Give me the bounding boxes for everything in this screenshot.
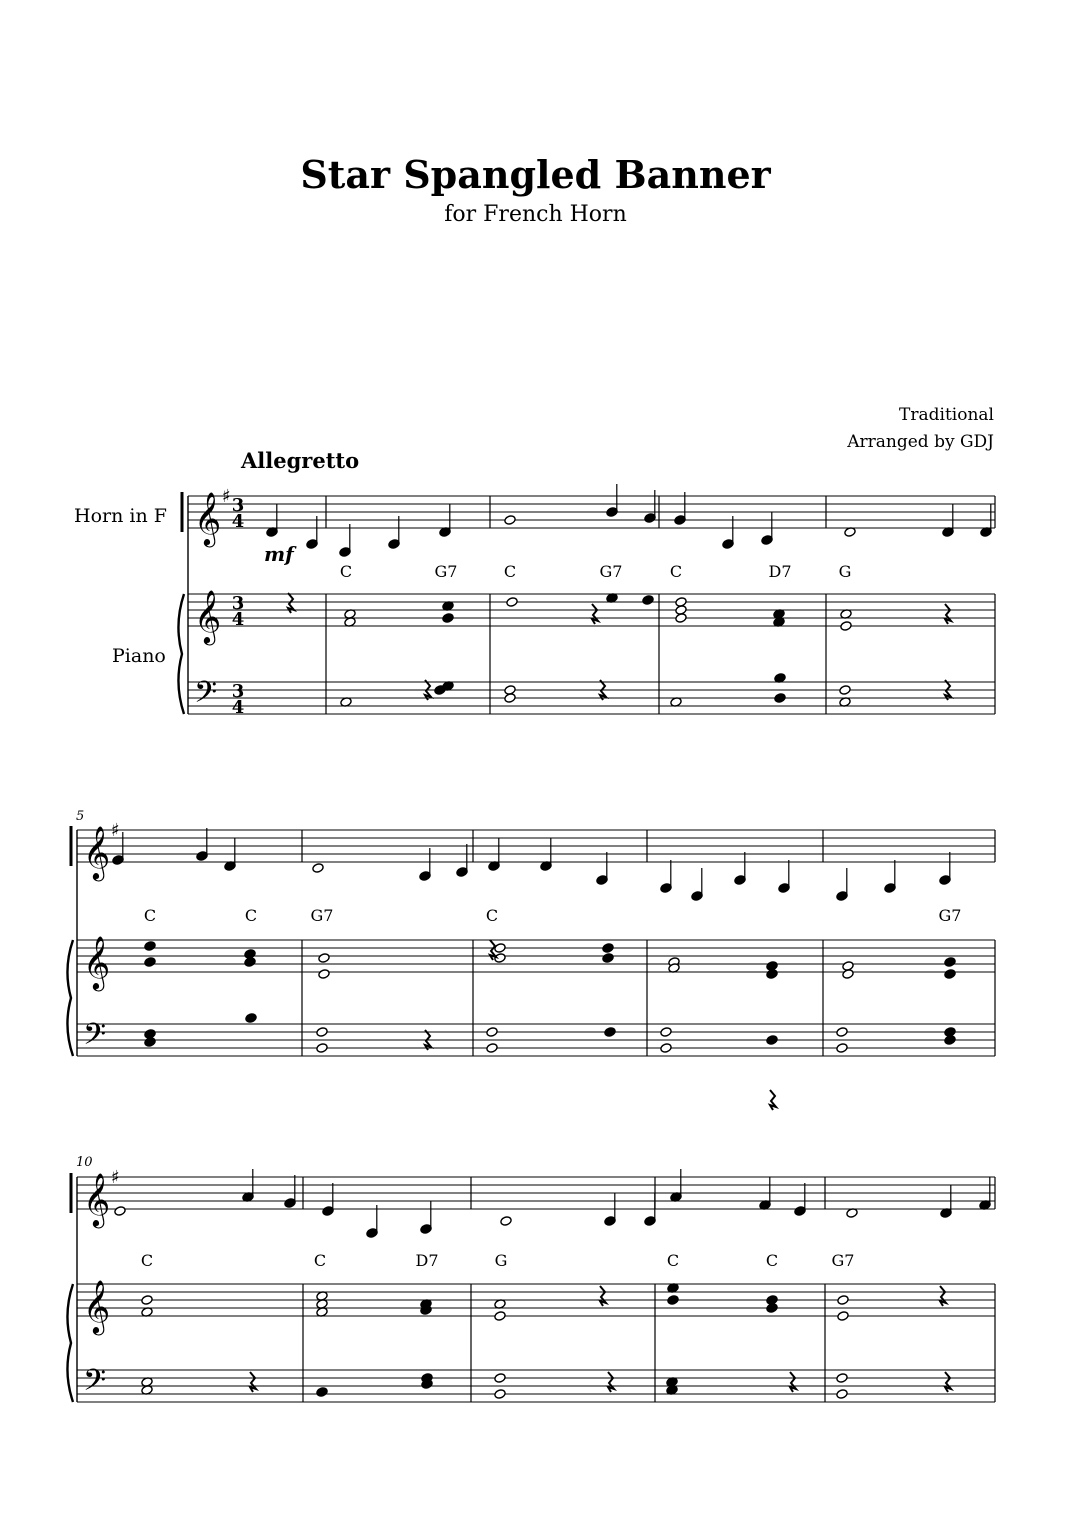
quarter-rest: [288, 593, 294, 613]
treble-clef-icon: 𝄞: [83, 935, 111, 989]
time-sig-top: 3: [231, 495, 245, 516]
piano-bass-note: [774, 693, 786, 704]
dynamic-marking: mf: [264, 542, 294, 566]
notehead: [500, 1216, 512, 1227]
notehead: [312, 863, 324, 874]
piano-treble-note: [675, 597, 687, 608]
horn-note: [196, 828, 208, 861]
piano-treble-staff: [77, 1284, 995, 1316]
quarter-rest: [600, 1286, 606, 1306]
piano-bass-note: [316, 1043, 328, 1054]
chord-symbol: C: [313, 1251, 327, 1270]
chord-symbol: C: [140, 1251, 154, 1270]
treble-clef-icon: 𝄞: [83, 1279, 111, 1333]
piano-bass-note: [486, 1027, 498, 1038]
notehead: [837, 1311, 849, 1322]
piano-treble-note: [144, 957, 156, 968]
notehead: [642, 595, 654, 606]
horn-note: [488, 838, 500, 871]
horn-note: [794, 1183, 806, 1216]
horn-note: [939, 852, 951, 885]
piano-treble-note: [506, 597, 518, 608]
piano-treble-note: [944, 969, 956, 980]
chord-symbol: G: [494, 1251, 508, 1270]
time-signature: [232, 495, 245, 532]
sharp-icon: ♯: [111, 820, 120, 841]
time-sig-top: 3: [231, 681, 245, 702]
horn-note: [670, 1169, 682, 1202]
piano-bass-note: [486, 1043, 498, 1054]
chord-symbol: G7: [599, 562, 623, 581]
piano-bass-note: [316, 1387, 328, 1398]
notehead: [766, 969, 778, 980]
chord-symbol: C: [765, 1251, 779, 1270]
chord-symbol: C: [339, 562, 353, 581]
piano-bass-note: [766, 1035, 778, 1046]
chord-symbol: G7: [310, 906, 334, 925]
notehead: [486, 1027, 498, 1038]
time-sig-bottom: 4: [231, 609, 245, 630]
chord-symbol: D7: [415, 1251, 439, 1270]
horn-note: [660, 860, 672, 893]
horn-note: [420, 1201, 432, 1234]
notehead: [144, 1029, 156, 1040]
piano-treble-note: [244, 949, 256, 960]
bass-clef-icon: 𝄢: [83, 1364, 107, 1405]
chord-symbol: C: [669, 562, 683, 581]
piano-treble-note: [642, 595, 654, 606]
piano-treble-note: [667, 1295, 679, 1306]
quarter-rest: [940, 1286, 946, 1306]
notehead: [944, 969, 956, 980]
quarter-rest: [608, 1372, 614, 1392]
horn-note: [439, 504, 451, 537]
piano-treble-note: [144, 941, 156, 952]
chord-symbol: G: [838, 562, 852, 581]
notehead: [442, 613, 454, 624]
piano-bass-note: [836, 1043, 848, 1054]
horn-note: [504, 515, 516, 526]
piano-treble-note: [837, 1311, 849, 1322]
notehead: [141, 1295, 153, 1306]
piano-treble-note: [318, 969, 330, 980]
notehead: [766, 1303, 778, 1314]
notehead: [667, 1295, 679, 1306]
time-sig-top: 3: [231, 593, 245, 614]
notehead: [318, 953, 330, 964]
piano-bass-note: [316, 1027, 328, 1038]
piano-treble-staff: [77, 940, 995, 972]
horn-note: [306, 516, 318, 549]
piano-treble-note: [944, 957, 956, 968]
chord-symbol: C: [485, 906, 499, 925]
measure-number: 10: [76, 1155, 93, 1170]
tempo-marking: Allegretto: [241, 448, 360, 473]
treble-clef-icon: 𝄞: [194, 491, 222, 545]
horn-note: [980, 504, 992, 537]
sharp-icon: ♯: [111, 1167, 120, 1188]
chord-symbol: C: [666, 1251, 680, 1270]
horn-note: [456, 844, 468, 877]
piano-brace: [178, 594, 184, 714]
piano-bass-note: [604, 1027, 616, 1038]
piano-treble-note: [141, 1295, 153, 1306]
piano-brace: [67, 1284, 73, 1402]
piano-brace: [67, 940, 73, 1056]
notehead: [486, 1043, 498, 1054]
piano-treble-note: [602, 953, 614, 964]
horn-note: [759, 1177, 771, 1210]
piano-bass-note: [660, 1027, 672, 1038]
notehead: [842, 969, 854, 980]
piano-bass-note: [836, 1389, 848, 1400]
notehead: [494, 1389, 506, 1400]
notehead: [602, 943, 614, 954]
chord-symbol: D7: [768, 562, 792, 581]
horn-note: [224, 838, 236, 871]
horn-note: [734, 852, 746, 885]
notehead: [494, 943, 506, 954]
piano-bass-note: [836, 1373, 848, 1384]
time-sig-bottom: 4: [231, 511, 245, 532]
horn-note: [884, 860, 896, 893]
notehead: [840, 621, 852, 632]
chord-symbol: G7: [434, 562, 458, 581]
horn-staff: [77, 1177, 995, 1209]
composer-credit: Traditional: [899, 405, 994, 425]
treble-clef-icon: 𝄞: [83, 1172, 111, 1226]
piano-bass-note: [494, 1389, 506, 1400]
piano-bass-note: [144, 1029, 156, 1040]
horn-note: [242, 1169, 254, 1202]
horn-staff: [77, 830, 995, 862]
instrument-label-horn: Horn in F: [74, 505, 167, 527]
piano-bass-staff: [77, 1024, 995, 1056]
horn-note: [761, 512, 773, 545]
piano-bass-note: [836, 1027, 848, 1038]
horn-note: [266, 504, 278, 537]
notehead: [944, 1027, 956, 1038]
score-title: Star Spangled Banner: [300, 152, 771, 197]
horn-note: [606, 484, 618, 517]
arranger-credit: Arranged by GDJ: [847, 432, 994, 452]
piano-treble-note: [837, 1295, 849, 1306]
horn-note: [942, 504, 954, 537]
notehead: [494, 953, 506, 964]
notehead: [144, 957, 156, 968]
notehead: [836, 1043, 848, 1054]
piano-treble-note: [766, 1303, 778, 1314]
horn-note: [339, 524, 351, 557]
piano-bass-note: [504, 685, 516, 696]
horn-note: [500, 1216, 512, 1227]
treble-clef-icon: 𝄞: [194, 589, 222, 643]
notehead: [316, 1043, 328, 1054]
piano-treble-note: [494, 953, 506, 964]
score-subtitle: for French Horn: [444, 202, 627, 227]
horn-note: [366, 1205, 378, 1238]
horn-note: [540, 838, 552, 871]
notehead: [836, 1027, 848, 1038]
quarter-rest: [592, 604, 598, 624]
notehead: [774, 693, 786, 704]
piano-treble-note: [494, 1311, 506, 1322]
quarter-rest: [250, 1372, 256, 1392]
sharp-icon: ♯: [222, 486, 231, 507]
horn-note: [778, 860, 790, 893]
notehead: [318, 969, 330, 980]
notehead: [316, 1387, 328, 1398]
measure-number: 5: [76, 809, 85, 824]
horn-note: [284, 1175, 296, 1208]
notehead: [504, 685, 516, 696]
chord-symbol: C: [503, 562, 517, 581]
notehead: [316, 1027, 328, 1038]
notehead: [504, 515, 516, 526]
piano-treble-note: [318, 953, 330, 964]
treble-clef-icon: 𝄞: [83, 825, 111, 879]
notehead: [836, 1373, 848, 1384]
notehead: [766, 1035, 778, 1046]
horn-note: [644, 490, 656, 523]
notehead: [839, 685, 851, 696]
horn-note: [312, 863, 324, 874]
notehead: [244, 949, 256, 960]
horn-note: [674, 492, 686, 525]
quarter-rest: [790, 1372, 796, 1392]
piano-treble-note: [602, 943, 614, 954]
bass-clef-icon: 𝄢: [83, 1018, 107, 1059]
chord-symbol: C: [143, 906, 157, 925]
chord-symbol: C: [244, 906, 258, 925]
quarter-rest: [770, 1090, 776, 1110]
notehead: [660, 1027, 672, 1038]
horn-note: [388, 516, 400, 549]
notehead: [944, 957, 956, 968]
chord-symbol: G7: [831, 1251, 855, 1270]
quarter-rest: [945, 1372, 951, 1392]
piano-treble-note: [442, 613, 454, 624]
horn-note: [322, 1183, 334, 1216]
bass-clef-icon: 𝄢: [194, 676, 218, 717]
piano-treble-note: [675, 613, 687, 624]
notehead: [144, 941, 156, 952]
notehead: [837, 1295, 849, 1306]
notehead: [675, 613, 687, 624]
piano-bass-staff: [77, 1370, 995, 1402]
piano-treble-note: [766, 969, 778, 980]
notehead: [602, 953, 614, 964]
time-signature: [232, 593, 245, 630]
notehead: [604, 1027, 616, 1038]
horn-staff: [188, 496, 995, 528]
horn-note: [644, 1193, 656, 1226]
piano-bass-note: [660, 1043, 672, 1054]
piano-bass-note: [839, 685, 851, 696]
chord-symbol: G7: [938, 906, 962, 925]
piano-treble-staff: [188, 594, 995, 626]
notehead: [494, 1373, 506, 1384]
quarter-rest: [945, 604, 951, 624]
notehead: [114, 1206, 126, 1217]
notehead: [660, 1043, 672, 1054]
piano-bass-staff: [188, 682, 995, 714]
notehead: [494, 1311, 506, 1322]
notehead: [675, 597, 687, 608]
piano-treble-note: [494, 943, 506, 954]
instrument-label-piano: Piano: [112, 645, 166, 667]
piano-bass-note: [494, 1373, 506, 1384]
horn-note: [419, 848, 431, 881]
horn-note: [836, 868, 848, 901]
notehead: [836, 1389, 848, 1400]
horn-note: [722, 516, 734, 549]
piano-bass-note: [944, 1027, 956, 1038]
horn-note: [604, 1193, 616, 1226]
notehead: [506, 597, 518, 608]
notehead: [245, 1013, 257, 1024]
horn-note: [979, 1177, 991, 1210]
piano-bass-note: [245, 1013, 257, 1024]
time-signature: [232, 681, 245, 718]
horn-note: [114, 1206, 126, 1217]
time-sig-bottom: 4: [231, 697, 245, 718]
piano-treble-note: [840, 621, 852, 632]
horn-note: [940, 1185, 952, 1218]
horn-note: [596, 852, 608, 885]
piano-treble-note: [842, 969, 854, 980]
horn-note: [691, 868, 703, 901]
